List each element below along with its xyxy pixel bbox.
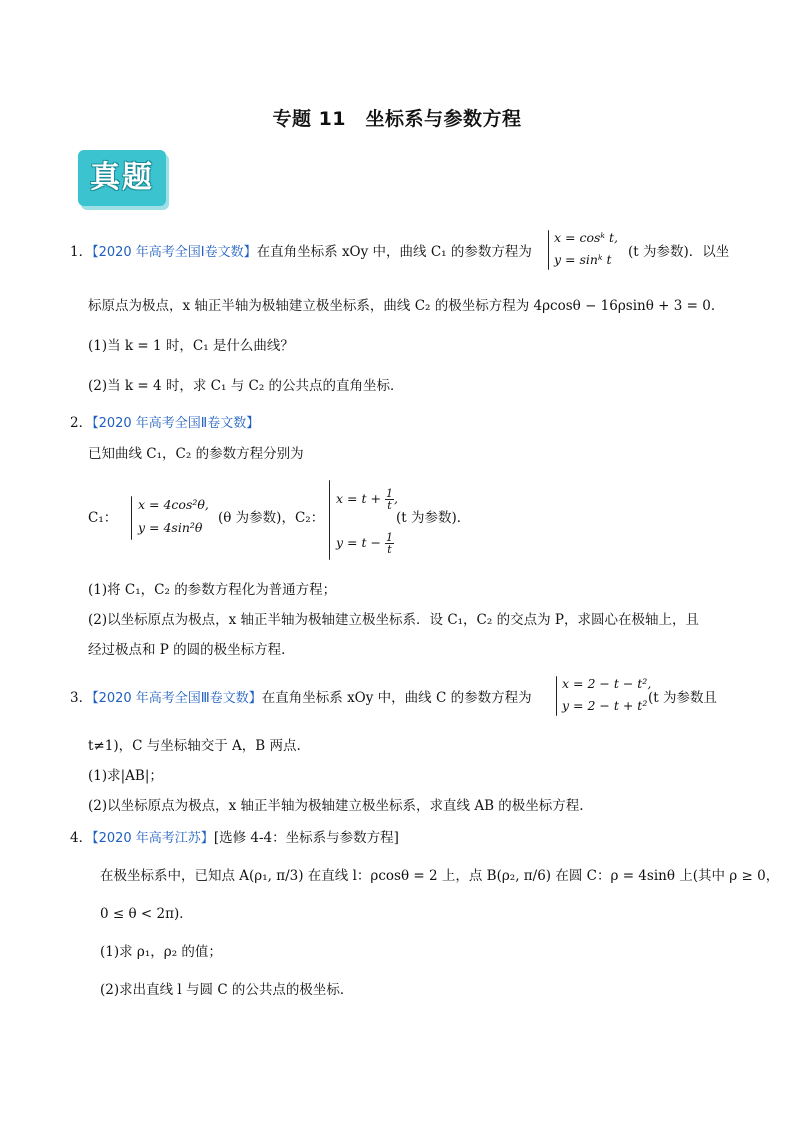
problem-3-text-b: (t 为参数且 [648,690,717,706]
problem-3-question-1: (1)求|AB|； [88,768,163,784]
c2-eq-x-denominator: t [387,499,392,512]
problem-3-brace [556,676,557,716]
c2-eq-y [336,532,394,555]
problem-3-text-a: 在直角坐标系 xOy 中，曲线 C 的参数方程为 [261,690,532,706]
problem-4-question-2: (2)求出直线 l 与圆 C 的公共点的极坐标． [100,982,354,998]
page-title: 专题 11 坐标系与参数方程 [272,108,522,130]
problem-1-line-2: 标原点为极点，x 轴正半轴为极轴建立极坐标系，曲线 C₂ 的极坐标方程为 4ρcosθ − 16ρsinθ + 3 = 0． [88,298,725,314]
c2-eq-y-numerator: 1 [385,531,393,544]
problem-2-intro: 已知曲线 C₁，C₂ 的参数方程分别为 [88,446,304,462]
c2-eq-y-fraction [385,532,394,555]
badge-label: 真题 [90,160,154,195]
problem-1-eq-x: x = cosᵏ t, [554,230,618,245]
problem-1-question-1: (1)当 k = 1 时，C₁ 是什么曲线？ [88,338,294,354]
problem-4-text-2: 0 ≤ θ < 2π)． [100,906,193,922]
zhenti-badge [78,150,166,206]
problem-2-question-1: (1)将 C₁，C₂ 的参数方程化为普通方程； [88,582,337,598]
c1-eq-x: x = 4cos²θ, [138,497,209,512]
c2-brace [329,480,330,560]
problem-1-text-b: (t 为参数)．以坐 [628,244,730,260]
problem-1-question-2: (2)当 k = 4 时，求 C₁ 与 C₂ 的公共点的直角坐标． [88,378,404,394]
problem-2-source: 【2020 年高考全国Ⅱ卷文数】 [92,416,260,431]
c2-eq-x [336,488,398,511]
problem-1-brace [548,230,549,270]
c2-eq-y-lhs: y = t − [336,535,381,550]
problem-4-question-1: (1)求 ρ₁，ρ₂ 的值； [100,944,222,960]
problem-3-source: 【2020 年高考全国Ⅲ卷文数】 [92,691,262,706]
problem-3-eq-x: x = 2 − t − t², [562,676,652,691]
c1-brace [131,496,132,540]
problem-1-text-a: 在直角坐标系 xOy 中，曲线 C₁ 的参数方程为 [256,244,532,260]
problem-2-number: 2． [70,415,93,431]
c1-eq-y: y = 4sin²θ [138,520,203,535]
problem-2-line-1 [70,413,259,434]
problem-4-source: 【2020 年高考江苏】 [92,831,214,846]
problem-3-number: 3． [70,690,93,706]
problem-3-eq-y: y = 2 − t + t² [562,698,648,713]
c2-eq-x-lhs: x = t + [336,491,381,506]
c1-param: (θ 为参数)，C₂： [218,510,325,526]
problem-1-line-1 [70,242,532,263]
problem-3-question-2: (2)以坐标原点为极点，x 轴正半轴为极轴建立极坐标系，求直线 AB 的极坐标方程. [88,798,584,814]
problem-3-line-2: t≠1)，C 与坐标轴交于 A，B 两点. [88,738,301,754]
problem-1-source: 【2020 年高考全国Ⅰ卷文数】 [92,245,257,260]
problem-4-number: 4． [70,830,93,846]
problem-4-tag: [选修 4-4：坐标系与参数方程] [213,830,399,846]
c1-label: C₁： [88,510,118,526]
problem-4-text-1: 在极坐标系中，已知点 A(ρ₁, π/3) 在直线 l：ρcosθ = 2 上，点 B(ρ₂, π/6) 在圆 C：ρ = 4sinθ 上(其中 ρ ≥ 0， [100,868,780,884]
problem-1-number: 1． [70,244,93,260]
c2-eq-x-fraction [385,488,394,511]
problem-1-eq-y: y = sinᵏ t [554,252,612,267]
c2-eq-y-denominator: t [387,543,392,556]
problem-2-question-2a: (2)以坐标原点为极点，x 轴正半轴为极轴建立极坐标系．设 C₁，C₂ 的交点为 P，求圆心在极轴上，且 [88,612,699,628]
problem-3-line-1 [70,688,532,709]
c2-eq-x-numerator: 1 [385,487,393,500]
problem-4-line-1 [70,828,399,849]
problem-2-question-2b: 经过极点和 P 的圆的极坐标方程． [88,642,295,658]
c2-eq-x-comma: , [393,491,398,506]
c2-param: (t 为参数)． [396,510,471,526]
